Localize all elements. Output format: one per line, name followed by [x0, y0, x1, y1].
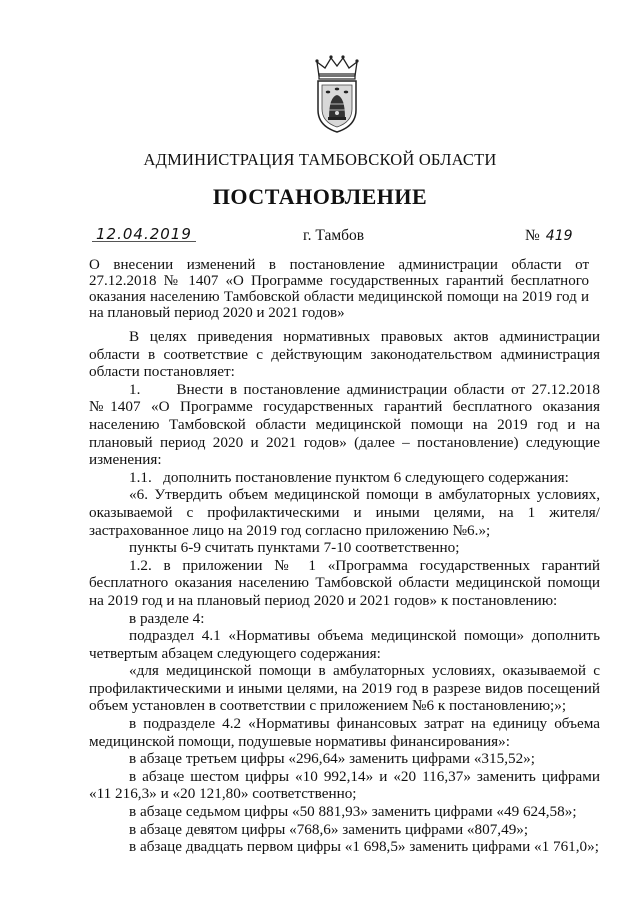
abzac-7-paragraph: в абзаце седьмом цифры «50 881,93» заменить цифрами «49 624,58»;	[129, 803, 577, 821]
document-number	[525, 227, 573, 245]
handwritten-date: 12.04.2019	[96, 225, 192, 243]
subsection-4-1-paragraph: подраздел 4.1 «Нормативы объема медицинской помощи» дополнить четвертым абзацем следующего содержания:	[89, 627, 600, 662]
document-type-title: ПОСТАНОВЛЕНИЕ	[212, 184, 428, 209]
subsection-4-2-paragraph: в подразделе 4.2 «Нормативы финансовых затрат на единицу объема медицинской помощи, подушевые нормативы финансирования»:	[89, 715, 600, 750]
item-1-text: Внести в постановление администрации области от 27.12.2018 №1407 «О Программе государственных гарантий бесплатного оказания населению Тамбовской области медицинской помощи на 2019 год и на плановый период 2020 и 2021 годов» (далее – постановление) следующие изменения:	[89, 380, 600, 469]
abzac-3-paragraph: в абзаце третьем цифры «296,64» заменить цифрами «315,52»;	[129, 750, 535, 768]
abzac-6-paragraph: в абзаце шестом цифры «10 992,14» и «20 116,37» заменить цифрами «11 216,3» и «20 121,80» соответственно;	[89, 767, 600, 803]
document-body	[89, 328, 600, 856]
quote-item-6: «6. Утвердить объем медицинской помощи в амбулаторных условиях, оказываемой с профилактическими и иными целями, на 1 жителя/застрахованное лицо на 2019 год согласно приложению №6.»;	[89, 486, 600, 539]
organization-title: АДМИНИСТРАЦИЯ ТАМБОВСКОЙ ОБЛАСТИ	[143, 150, 497, 169]
item-1-1-paragraph	[89, 469, 600, 487]
item-1-1-number: 1.1.	[129, 468, 152, 486]
section-4-paragraph: в разделе 4:	[129, 609, 205, 627]
item-1-2-paragraph: 1.2. в приложении № 1 «Программа государственных гарантий бесплатного оказания населению Тамбовской области медицинской помощи на 2019 год и на плановый период 2020 и 2021 годов» к постановлению:	[89, 556, 600, 609]
abzac-21-paragraph: в абзаце двадцать первом цифры «1 698,5» заменить цифрами «1 761,0»;	[129, 838, 599, 856]
renumber-paragraph: пункты 6-9 считать пунктами 7-10 соответственно;	[129, 539, 460, 557]
city-label: г. Тамбов	[303, 227, 365, 244]
number-prefix: №	[525, 227, 540, 244]
document-subject: О внесении изменений в постановление администрации области от 27.12.2018 № 1407 «О Программе государственных гарантий бесплатного оказания населению Тамбовской области медицинской помощи на 2019 год и на плановый период 2020 и 2021 годов»	[89, 257, 589, 321]
handwritten-number: 419	[545, 228, 573, 244]
quote-norm-paragraph: «для медицинской помощи в амбулаторных условиях, оказываемой с профилактическими и иными целями, на 2019 год в разрезе видов посещений объем установлен в соответствии с приложением №6 к постановлению;»;	[89, 662, 600, 715]
preamble-paragraph: В целях приведения нормативных правовых актов администрации области в соответствие с действующим законодательством администрация области постановляет:	[89, 328, 600, 381]
abzac-9-paragraph: в абзаце девятом цифры «768,6» заменить цифрами «807,49»;	[129, 820, 529, 838]
item-1-number: 1.	[129, 380, 141, 398]
item-1-paragraph	[89, 381, 600, 469]
item-1-1-text: дополнить постановление пунктом 6 следующего содержания:	[163, 468, 569, 486]
tambov-coat-of-arms-icon	[313, 52, 361, 134]
